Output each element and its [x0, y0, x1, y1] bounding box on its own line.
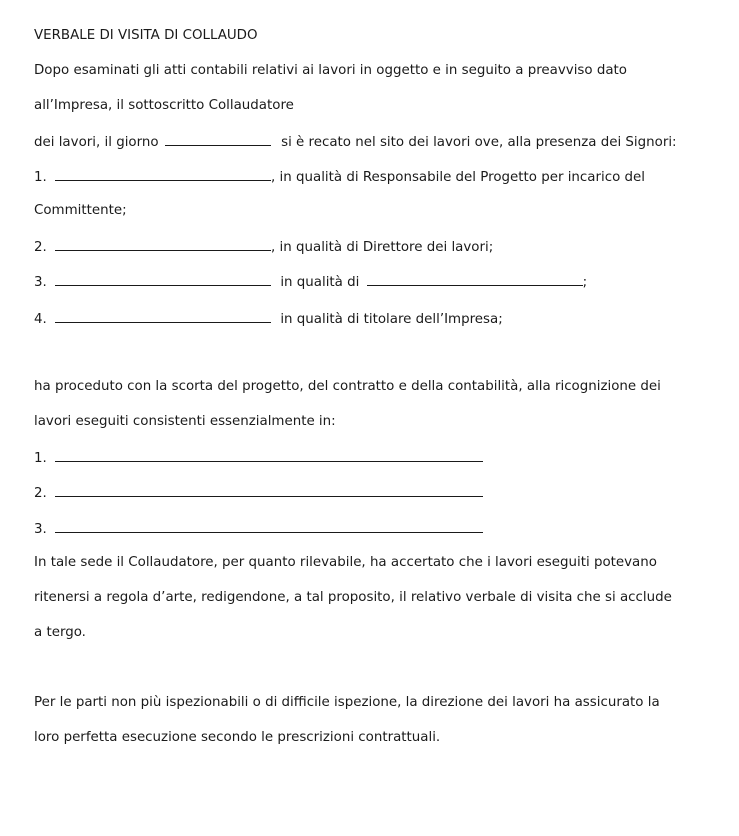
attendee-name-blank — [55, 237, 271, 251]
work-item-3 — [34, 519, 483, 539]
attendee-3 — [34, 272, 587, 292]
attendee-role: , in qualità di Responsabile del Progetto per incarico del — [271, 170, 645, 185]
attendee-number: 2. — [34, 240, 47, 255]
attendee-2 — [34, 237, 493, 257]
attendee-role: , in qualità di Direttore dei lavori; — [271, 240, 494, 255]
findings-line-1: In tale sede il Collaudatore, per quanto rilevabile, ha accertato che i lavori eseguiti potevano — [34, 555, 657, 570]
intro-line-3-start: dei lavori, il giorno — [34, 135, 159, 150]
intro-line-3 — [34, 132, 677, 152]
attendee-4 — [34, 309, 503, 329]
attendee-1-continuation: Committente; — [34, 203, 127, 218]
procedure-line-2: lavori eseguiti consistenti essenzialmente in: — [34, 414, 336, 429]
findings-line-2: ritenersi a regola d’arte, redigendone, a tal proposito, il relativo verbale di visita che si acclude — [34, 590, 672, 605]
work-number: 2. — [34, 486, 47, 501]
work-blank — [55, 519, 483, 533]
attendee-name-blank — [55, 272, 271, 286]
work-blank — [55, 483, 483, 497]
attendee-number: 1. — [34, 170, 47, 185]
attendee-role-blank — [367, 272, 583, 286]
attendee-number: 4. — [34, 312, 47, 327]
attendee-role-end: ; — [582, 275, 588, 290]
work-item-2 — [34, 483, 483, 503]
attendee-name-blank — [55, 167, 271, 181]
closing-line-2: loro perfetta esecuzione secondo le prescrizioni contrattuali. — [34, 730, 441, 745]
attendee-role: in qualità di — [280, 275, 360, 290]
attendee-role: in qualità di titolare dell’Impresa; — [280, 312, 503, 327]
document-title: VERBALE DI VISITA DI COLLAUDO — [34, 28, 258, 43]
attendee-1 — [34, 167, 645, 187]
work-item-1 — [34, 448, 483, 468]
date-blank — [165, 132, 271, 146]
work-number: 3. — [34, 522, 47, 537]
closing-line-1: Per le parti non più ispezionabili o di difficile ispezione, la direzione dei lavori ha assicurato la — [34, 695, 660, 710]
procedure-line-1: ha proceduto con la scorta del progetto, del contratto e della contabilità, alla ricognizione dei — [34, 379, 661, 394]
attendee-name-blank — [55, 309, 271, 323]
attendee-number: 3. — [34, 275, 47, 290]
findings-line-3: a tergo. — [34, 625, 86, 640]
work-number: 1. — [34, 451, 47, 466]
work-blank — [55, 448, 483, 462]
intro-line-3-end: si è recato nel sito dei lavori ove, alla presenza dei Signori: — [281, 135, 677, 150]
intro-line-2: all’Impresa, il sottoscritto Collaudatore — [34, 98, 294, 113]
intro-line-1: Dopo esaminati gli atti contabili relativi ai lavori in oggetto e in seguito a preavviso dato — [34, 63, 627, 78]
